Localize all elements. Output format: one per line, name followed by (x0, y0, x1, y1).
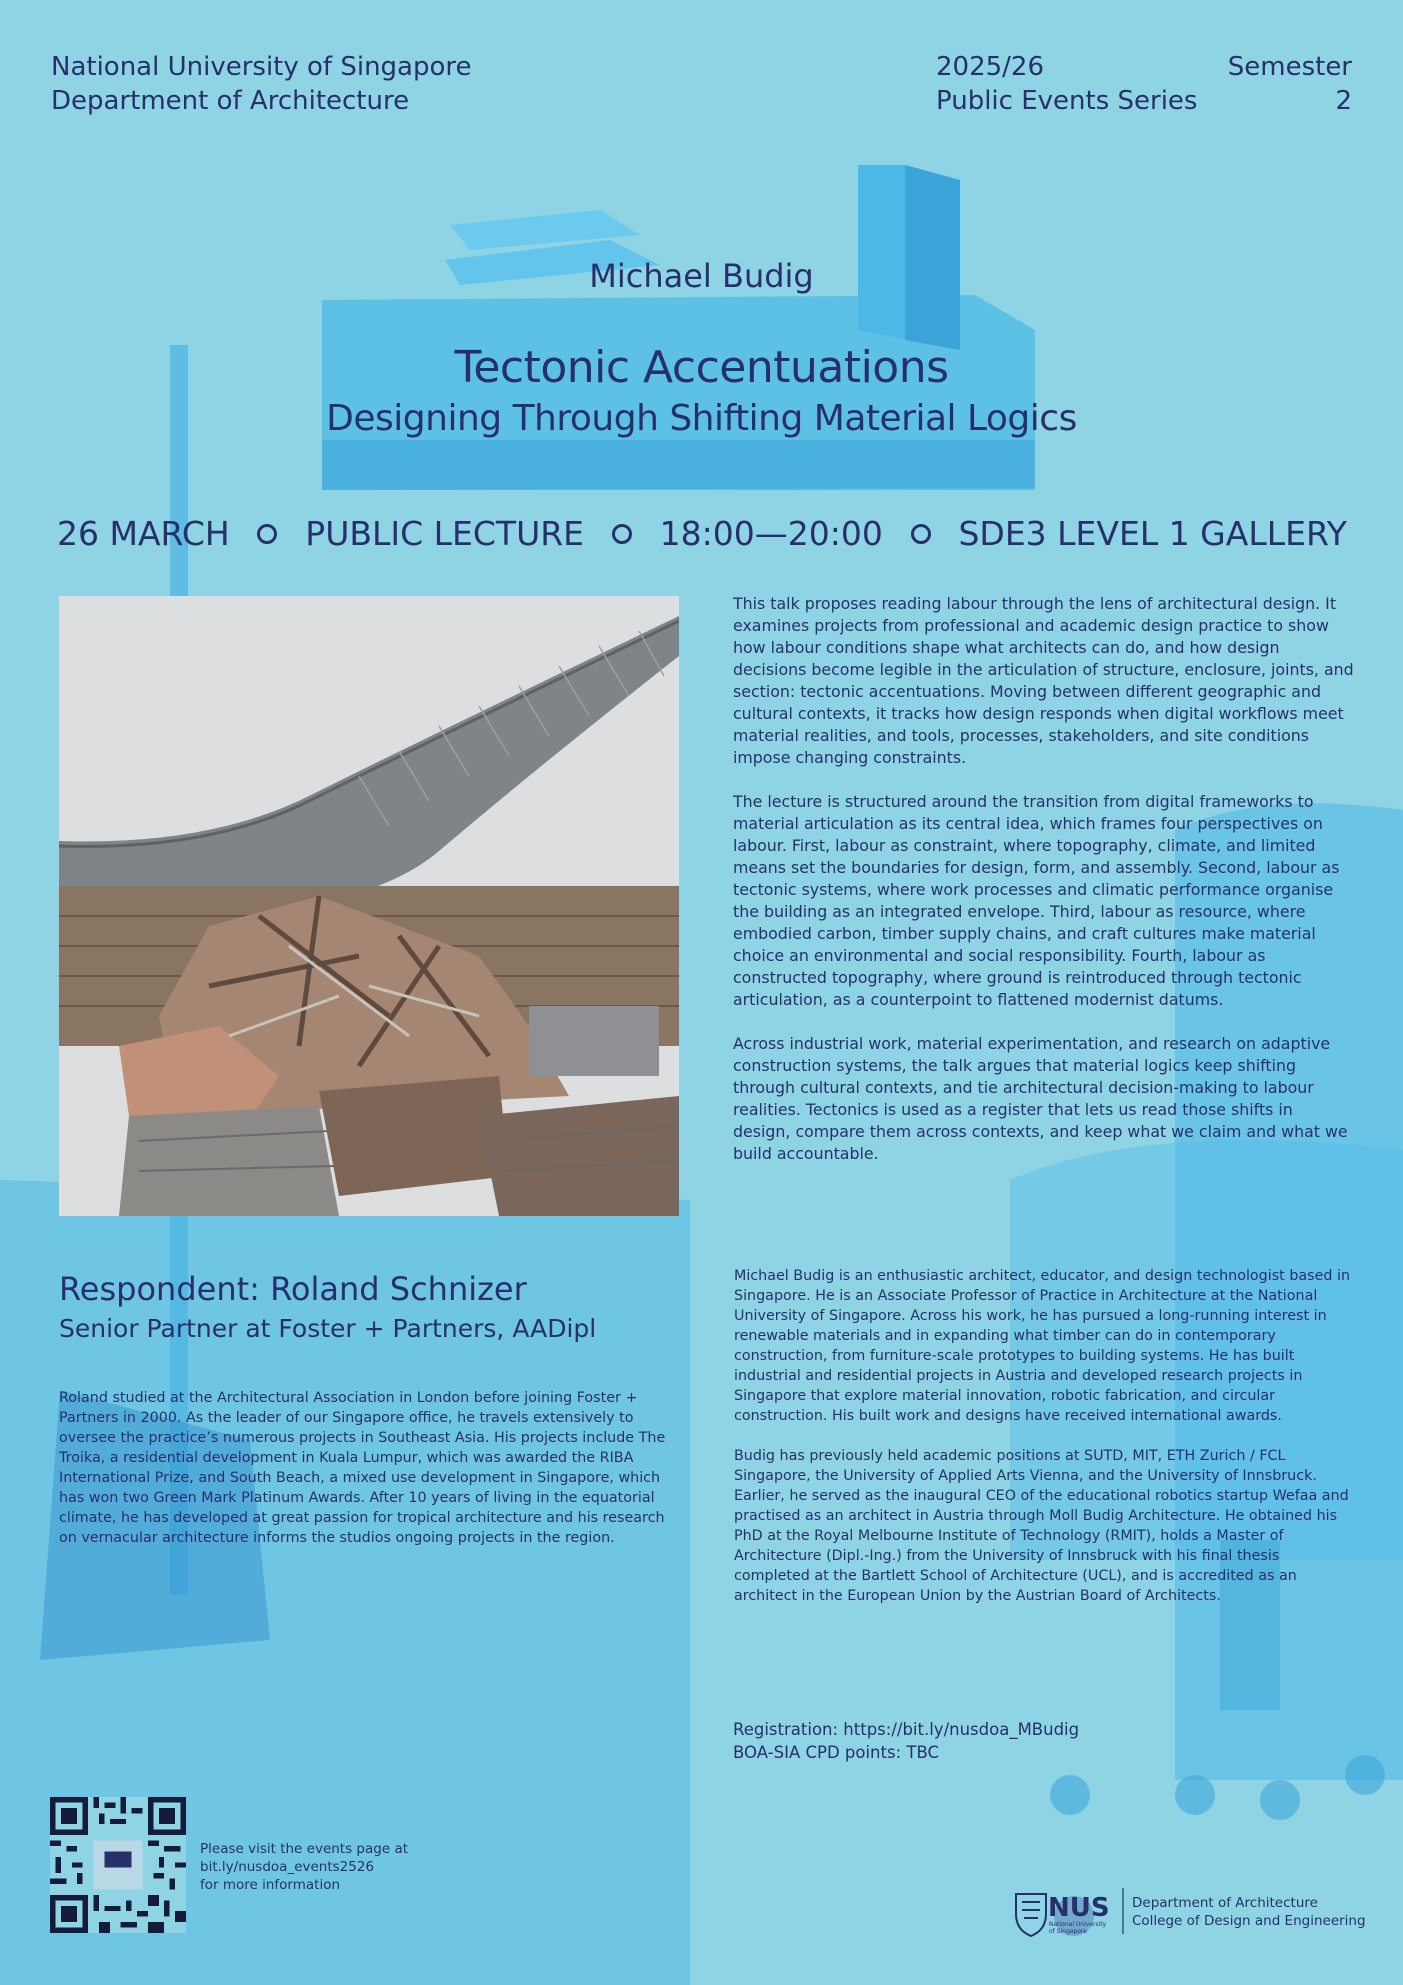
talk-title: Tectonic Accentuations (454, 342, 949, 393)
footer-dept-name: Department of Architecture (1132, 1895, 1318, 1911)
event-type: PUBLIC LECTURE (305, 514, 585, 553)
cpd-points: BOA-SIA CPD points: TBC (733, 1743, 940, 1762)
event-date: 26 MARCH (57, 514, 230, 553)
qr-caption (200, 1840, 408, 1894)
footer-college-name: College of Design and Engineering (1132, 1913, 1366, 1929)
semester-label: Semester (1227, 52, 1352, 82)
abstract-paragraph: Across industrial work, material experimentation, and research on adaptive construction systems, the talk argues that material logics keep shifting through cultural contexts, and tie architectural decision-making to labour realities. Tectonics is used as a register that lets us read those shifts in design, compare them across contexts, and keep what we claim and what we build accountable. (733, 1034, 1348, 1163)
nus-logo-caption: National University (1049, 1921, 1107, 1928)
talk-subtitle: Designing Through Shifting Material Logics (326, 398, 1077, 439)
respondent-name: Respondent: Roland Schnizer (59, 1270, 527, 1308)
event-time: 18:00—20:00 (659, 514, 883, 553)
header-left (51, 50, 472, 118)
circle-separator-icon (612, 524, 632, 544)
nus-logo-caption: of Singapore (1049, 1928, 1087, 1935)
abstract-paragraph: This talk proposes reading labour through the lens of architectural design. It examines projects from professional and academic design practice to show how labour conditions shape what architects can do, and how design decisions become legible in the articulation of structure, enclosure, joints, and section: tectonic accentuations. Moving between different geographic and cultural contexts, it tracks how design responds when digital workflows meet material realities, and tools, processes, stakeholders, and site conditions impose changing constraints. (733, 594, 1354, 767)
event-venue: SDE3 LEVEL 1 GALLERY (958, 514, 1347, 553)
header-series (936, 50, 1197, 118)
registration-info (733, 1718, 1079, 1764)
events-page-link[interactable]: bit.ly/nusdoa_events2526 (200, 1859, 375, 1875)
qr-code[interactable] (50, 1797, 186, 1933)
footer-department (1132, 1894, 1366, 1930)
event-info-bar (57, 514, 1347, 553)
speaker-bio-paragraph: Michael Budig is an enthusiastic architect, educator, and design technologist based in Singapore. He is an Associate Professor of Practice in Architecture at the National University of Singapore. Across his work, he has pursued a long-running interest in renewable materials and in expanding what timber can do in contemporary construction, from furniture-scale prototypes to building systems. He has built industrial and residential projects in Austria and developed research projects in Singapore that explore material innovation, robotic fabrication, and circular construction. His built work and designs have received international awards. (734, 1268, 1351, 1424)
lecture-photo (59, 596, 679, 1216)
semester-number: 2 (1335, 86, 1352, 116)
abstract-text (733, 593, 1355, 1187)
circle-separator-icon (257, 524, 277, 544)
abstract-paragraph: The lecture is structured around the transition from digital frameworks to material articulation as its central idea, which frames four perspectives on labour. First, labour as constraint, where topography, climate, and limited means set the boundaries for design, form, and assembly. Second, labour as tectonic systems, where work processes and climatic performance organise the building as an integrated envelope. Third, labour as resource, where embodied carbon, timber supply chains, and craft cultures make material choice an environmental and social responsibility. Fourth, labour as constructed topography, where ground is reintroduced through tectonic articulation, as a counterpoint to flattened modernist datums. (733, 792, 1340, 1009)
nus-logo-text: NUS (1048, 1893, 1110, 1923)
university-name: National University of Singapore (51, 52, 472, 82)
circle-separator-icon (911, 524, 931, 544)
respondent-bio-paragraph: Roland studied at the Architectural Association in London before joining Foster + Partners in 2000. As the leader of our Singapore office, he travels extensively to oversee the practice’s numerous projects in Southeast Asia. His projects include The Troika, a residential development in Kuala Lumpur, which was awarded the RIBA International Prize, and South Beach, a mixed use development in Singapore, which has won two Green Mark Platinum Awards. After 10 years of living in the equatorial climate, he has developed at great passion for tropical architecture and his research on vernacular architecture informs the studios ongoing projects in the region. (59, 1390, 666, 1546)
header-semester (1228, 50, 1352, 118)
respondent-role: Senior Partner at Foster + Partners, AADipl (59, 1314, 597, 1343)
qr-caption-line: Please visit the events page at (200, 1841, 409, 1857)
speaker-bio-paragraph: Budig has previously held academic positions at SUTD, MIT, ETH Zurich / FCL Singapore, the University of Applied Arts Vienna, and the University of Innsbruck. Earlier, he served as the inaugural CEO of the educational robotics startup Wefaa and practised as an architect in Austria through Moll Budig Architecture. He obtained his PhD at the Royal Melbourne Institute of Technology (RMIT), holds a Master of Architecture (Dipl.-Ing.) from the University of Innsbruck with his final thesis completed at the Bartlett School of Architecture (UCL), and is accredited as an architect in the European Union by the Austrian Board of Architects. (734, 1448, 1349, 1604)
academic-year: 2025/26 (936, 52, 1045, 82)
respondent-bio (59, 1388, 679, 1570)
series-name: Public Events Series (936, 86, 1198, 116)
registration-link[interactable]: Registration: https://bit.ly/nusdoa_MBudig (733, 1720, 1080, 1739)
qr-caption-line: for more information (200, 1877, 341, 1893)
department-name: Department of Architecture (51, 86, 410, 116)
speaker-bio (734, 1266, 1356, 1628)
speaker-name: Michael Budig (589, 257, 814, 295)
